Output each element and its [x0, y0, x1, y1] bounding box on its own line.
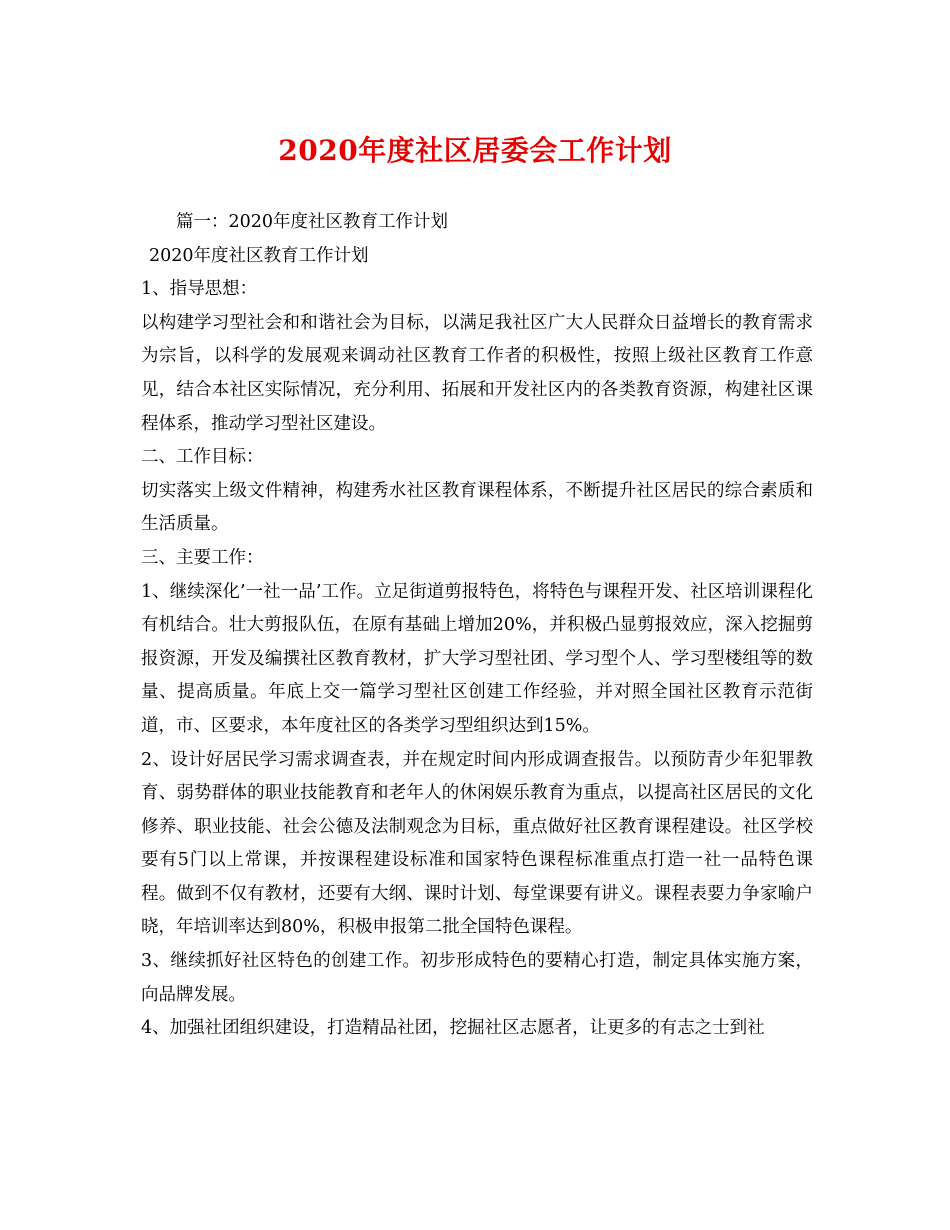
heading-main-work: 三、主要工作：	[141, 547, 264, 568]
section-heading: 篇一：2020年度社区教育工作计划	[176, 212, 449, 232]
work-item-2: 2、设计好居民学习需求调查表，并在规定时间内形成调查报告。以预防青少年犯罪教育、弱势群体的职业技能教育和老年人的休闲娱乐教育为重点，以提高社区居民的文化修养、职业技能、社会公德及法制观念为目标，重点做好社区教育课程建设。社区学校要有5门以上常课，并按课程建设标准和国家特色课程标准重点打造一社一品特色课程。做到不仅有教材，还要有大纲、课时计划、每堂课要有讲义。课程表要力争家喻户晓，年培训率达到80%，积极申报第二批全国特色课程。	[141, 749, 813, 938]
paragraph-guiding-thought: 以构建学习型社会和和谐社会为目标，以满足我社区广大人民群众日益增长的教育需求为宗旨，以科学的发展观来调动社区教育工作者的积极性，按照上级社区教育工作意见，结合本社区实际情况，充分利用、拓展和开发社区内的各类教育资源，构建社区课程体系，推动学习型社区建设。	[141, 312, 813, 434]
heading-work-goal: 二、工作目标：	[141, 447, 264, 468]
paragraph-work-goal: 切实落实上级文件精神，构建秀水社区教育课程体系，不断提升社区居民的综合素质和生活质量。	[141, 480, 813, 535]
heading-guiding-thought: 1、指导思想：	[141, 279, 258, 300]
document-title: 2020年度社区居委会工作计划	[278, 134, 672, 167]
work-item-4: 4、加强社团组织建设，打造精品社团，挖掘社区志愿者，让更多的有志之士到社	[141, 1018, 765, 1039]
document-subtitle: 2020年度社区教育工作计划	[149, 245, 369, 266]
work-item-3: 3、继续抓好社区特色的创建工作。初步形成特色的要精心打造，制定具体实施方案，向品牌发展。	[141, 951, 813, 1005]
document-body	[141, 206, 813, 1046]
work-item-1: 1、继续深化’一社一品’工作。立足街道剪报特色，将特色与课程开发、社区培训课程化有机结合。壮大剪报队伍，在原有基础上增加20%，并积极凸显剪报效应，深入挖掘剪报资源，开发及编撰社区教育教材，扩大学习型社团、学习型个人、学习型楼组等的数量、提高质量。年底上交一篇学习型社区创建工作经验，并对照全国社区教育示范街道，市、区要求，本年度社区的各类学习型组织达到15%。	[141, 581, 813, 736]
